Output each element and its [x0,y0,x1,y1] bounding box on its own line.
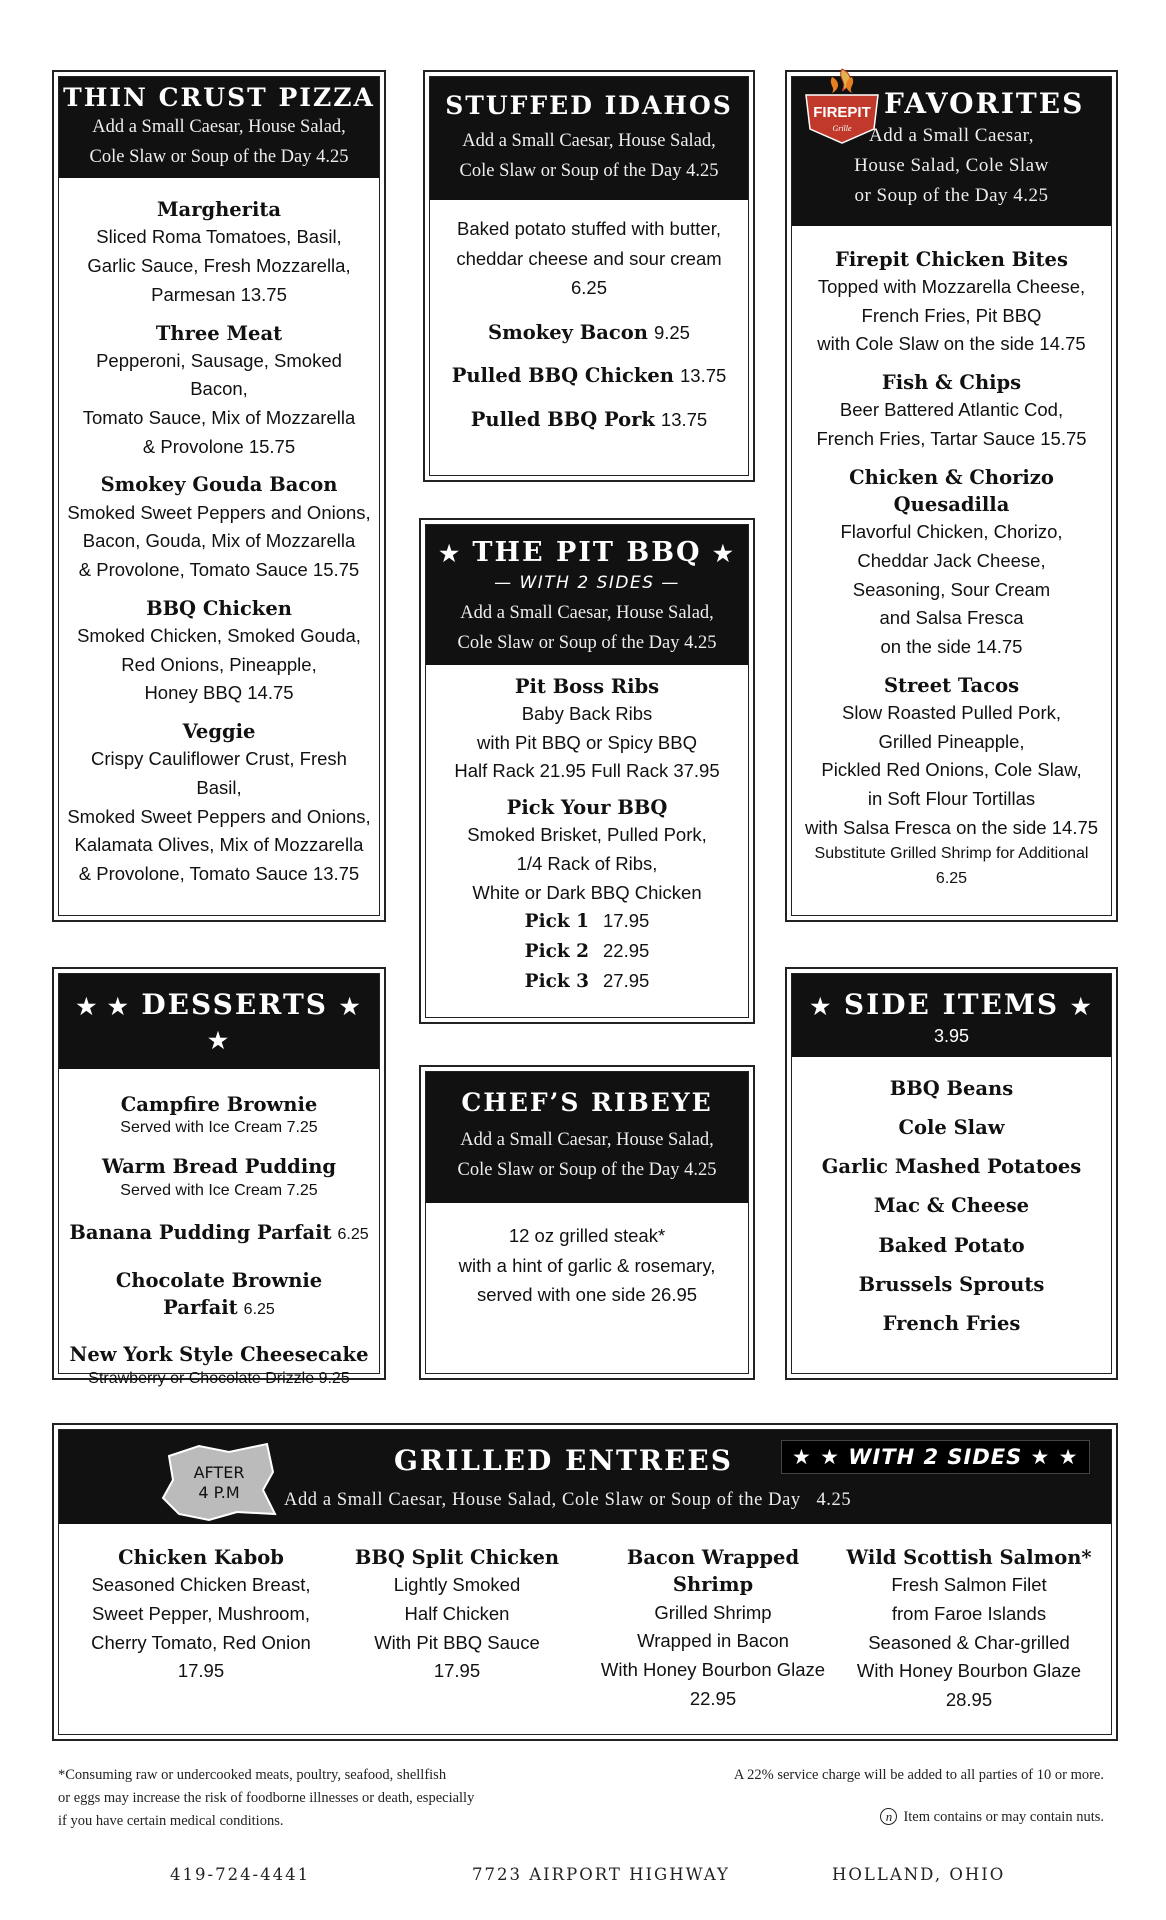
after-4pm-badge [159,1442,279,1522]
menu-item-line: Pepperoni, Sausage, Smoked Bacon, [96,349,342,400]
menu-item-line: Smoked Sweet Peppers and Onions, [67,805,371,827]
menu-item-line: Tomato Sauce, Mix of Mozzarella [82,407,356,429]
menu-item-name: Pick Your BBQ [506,795,668,819]
menu-item-line: With Honey Bourbon Glaze [600,1658,826,1680]
pitbbq-upsell-1: Add a Small Caesar, House Salad, [460,603,714,624]
idahos-upsell-1: Add a Small Caesar, House Salad, [462,131,716,151]
menu-item-name: Veggie [182,720,256,744]
sides-price: 3.95 [933,1025,970,1046]
menu-item-name: Street Tacos [883,673,1020,697]
menu-item-note: Strawberry or Chocolate Drizzle 9.25 [88,1369,350,1387]
menu-item [67,1153,371,1201]
grilled-header [59,1430,1111,1524]
star-icon: ★ [810,994,833,1020]
menu-item-name: Bacon Wrapped Shrimp [626,1546,800,1597]
pick-name: Pick 1 [524,911,590,933]
menu-item-line: Seasoned Chicken Breast, [91,1574,311,1596]
menu-item [438,319,740,346]
pizza-items [59,178,379,889]
menu-item-line: Red Onions, Pineapple, [121,653,317,675]
star-icon: ★ ★ [792,1445,849,1469]
pizza-header [59,77,379,178]
pizza-section [52,70,386,922]
menu-item-line: Beer Battered Atlantic Cod, [839,399,1064,421]
menu-item-line: Crispy Cauliflower Crust, Fresh Basil, [91,748,347,799]
favorites-upsell-3: or Soup of the Day 4.25 [854,185,1049,207]
nut-note [880,1806,1104,1829]
idahos-items [430,200,748,433]
menu-item-line: from Faroe Islands [891,1602,1047,1624]
pitbbq-title: THE PIT BBQ [472,537,702,568]
menu-item-line: French Fries, Pit BBQ [861,304,1042,326]
city: HOLLAND, OHIO [832,1865,1006,1884]
substitute-note: Substitute Grilled Shrimp for Additional 6.25 [814,845,1089,888]
menu-item-line: Slow Roasted Pulled Pork, [841,701,1062,723]
menu-item [800,464,1103,662]
menu-item-line: 1/4 Rack of Ribs, [516,852,658,874]
side-item: Garlic Mashed Potatoes [821,1155,1082,1179]
menu-item-line: Smoked Sweet Peppers and Onions, [67,501,371,523]
favorites-header [792,77,1111,226]
star-icon: ★ ★ [76,994,130,1020]
menu-item-name: Wild Scottish Salmon* [846,1546,1092,1569]
menu-item-line: with Pit BBQ or Spicy BBQ [476,731,697,753]
menu-item [67,196,371,309]
menu-item [67,471,371,584]
menu-item-line: Garlic Sauce, Fresh Mozzarella, [87,255,351,277]
idahos-desc-1: Baked potato stuffed with butter, [457,218,721,240]
menu-item-line: Lightly Smoked [393,1574,521,1596]
logo-subtext: Grille [832,124,852,133]
side-item: French Fries [882,1312,1021,1336]
sides-section [785,967,1118,1380]
nut-icon: n [880,1808,897,1825]
sides-header [792,974,1111,1057]
grilled-section [52,1423,1118,1741]
sides-items [792,1057,1111,1338]
pick-name: Pick 3 [524,970,590,992]
ribeye-section [419,1065,755,1380]
side-item: Baked Potato [878,1233,1025,1257]
menu-item-line: on the side 14.75 [880,636,1023,657]
star-icon: ★ [439,541,461,567]
sides-title: SIDE ITEMS [843,988,1060,1021]
menu-item [67,1091,371,1139]
menu-item-name: Chocolate Brownie Parfait [115,1268,323,1320]
menu-item-name: Three Meat [155,321,283,345]
menu-item-name: Chicken & Chorizo Quesadilla [849,465,1054,517]
badge-line-1: AFTER [193,1463,245,1482]
menu-item-line: Half Rack 21.95 Full Rack 37.95 [454,760,720,782]
menu-item [329,1544,585,1715]
menu-item [67,1219,371,1246]
idahos-desc-2: cheddar cheese and sour cream 6.25 [456,247,722,299]
pitbbq-title-row [430,537,744,569]
menu-item-line: in Soft Flour Tortillas [867,787,1036,809]
menu-item-price: 17.95 [433,1660,481,1682]
idahos-title: STUFFED IDAHOS [445,91,733,120]
menu-item-line: With Pit BBQ Sauce [374,1631,540,1653]
menu-item [67,320,371,462]
menu-item-name: BBQ Chicken [146,596,292,620]
pick-name: Pick 2 [524,940,590,962]
warning-line: *Consuming raw or undercooked meats, poultry, seafood, shellfish [58,1767,447,1783]
menu-item-line: Seasoned & Char-grilled [868,1631,1070,1653]
menu-item-line: Sweet Pepper, Mushroom, [92,1602,310,1624]
firepit-logo [802,65,882,147]
grilled-items [59,1524,1111,1715]
ribeye-header [426,1072,748,1203]
star-icon: ★ [1070,994,1093,1020]
menu-item [67,718,371,889]
idahos-header [430,77,748,200]
pitbbq-header [426,525,748,665]
menu-item-line: Pickled Red Onions, Cole Slaw, [821,759,1082,781]
menu-item-line: & Provolone, Tomato Sauce 15.75 [78,559,360,581]
side-item: BBQ Beans [889,1076,1014,1100]
star-icon: ★ ★ [1022,1445,1079,1469]
address: 7723 AIRPORT HIGHWAY [472,1865,730,1884]
menu-item-line: White or Dark BBQ Chicken [472,881,702,903]
menu-item-line: Parmesan 13.75 [151,283,287,305]
menu-item-line: Grilled Shrimp [654,1601,772,1623]
menu-item-name: Banana Pudding Parfait [69,1221,332,1245]
menu-item-line: Flavorful Chicken, Chorizo, [840,521,1063,543]
menu-item [800,246,1103,359]
menu-item [438,406,740,433]
warning-line: if you have certain medical conditions. [58,1813,284,1830]
pitbbq-items [426,665,748,997]
grilled-with-sides: WITH 2 SIDES [848,1445,1023,1469]
favorites-upsell-2: House Salad, Cole Slaw [854,154,1049,176]
favorites-upsell-1: Add a Small Caesar, [869,124,1034,146]
idahos-upsell-2: Cole Slaw or Soup of the Day 4.25 [459,160,719,181]
menu-item-price: 13.75 [660,408,708,430]
ribeye-upsell-1: Add a Small Caesar, House Salad, [460,1130,714,1150]
warning-line: or eggs may increase the risk of foodborne illnesses or death, especially [58,1790,475,1807]
menu-item [800,369,1103,454]
menu-item-name: Pit Boss Ribs [514,674,660,698]
desserts-title: DESSERTS [141,988,328,1021]
menu-item-line: Cherry Tomato, Red Onion [91,1631,311,1653]
menu-item-line: and Salsa Fresca [879,607,1024,629]
menu-item-line: with a hint of garlic & rosemary, [458,1254,716,1276]
favorites-title: FAVORITES [884,87,1085,120]
ribeye-upsell-2: Cole Slaw or Soup of the Day 4.25 [457,1159,717,1180]
menu-item-note: Served with Ice Cream 7.25 [120,1119,318,1137]
menu-item [67,1267,371,1322]
menu-item-line: Kalamata Olives, Mix of Mozzarella [74,834,364,856]
menu-item-line: Smoked Brisket, Pulled Pork, [467,824,707,846]
side-item: Brussels Sprouts [858,1273,1045,1297]
menu-item-line: French Fries, Tartar Sauce 15.75 [816,428,1087,450]
menu-item-name: Campfire Brownie [120,1093,318,1117]
menu-item-line: 12 oz grilled steak* [508,1225,666,1247]
consumer-warning [58,1764,474,1834]
sides-title-row [796,988,1107,1022]
menu-item [67,595,371,708]
menu-item [800,672,1103,843]
favorites-items [792,226,1111,892]
favorites-section [785,70,1118,922]
menu-item-price: 13.75 [680,365,727,387]
menu-item-price: 17.95 [177,1660,225,1682]
menu-item-line: Half Chicken [404,1602,510,1624]
menu-item [438,362,740,389]
star-icon: ★ ★ [208,994,362,1054]
menu-item-line: & Provolone, Tomato Sauce 13.75 [78,863,360,885]
menu-item-name: BBQ Split Chicken [354,1546,560,1569]
nut-text: Item contains or may contain nuts. [903,1809,1104,1825]
menu-item-name: Margherita [156,198,282,222]
menu-item-name: Chicken Kabob [118,1546,284,1569]
pick-price: 17.95 [603,910,650,932]
pitbbq-with-sides: — WITH 2 SIDES — [494,573,680,594]
star-icon: ★ [712,541,735,567]
service-charge-note: A 22% service charge will be added to all parties of 10 or more. [733,1767,1104,1783]
menu-item-line: with Salsa Fresca on the side 14.75 [804,816,1099,838]
menu-item [67,1341,371,1389]
menu-item-line: Grilled Pineapple, [878,730,1025,752]
pick-row [434,937,740,967]
badge-line-2: 4 P.M [198,1483,240,1502]
menu-item-line: Honey BBQ 14.75 [144,682,294,704]
menu-item-name: Smokey Bacon [488,320,648,344]
desserts-items [59,1069,379,1389]
pitbbq-upsell-2: Cole Slaw or Soup of the Day 4.25 [457,632,717,653]
menu-item-line: Seasoning, Sour Cream [852,578,1051,600]
grilled-upsell: Add a Small Caesar, House Salad, Cole Slaw or Soup of the Day 4.25 [284,1490,852,1510]
menu-item-line: With Honey Bourbon Glaze [856,1660,1082,1682]
pizza-upsell-2: Cole Slaw or Soup of the Day 4.25 [89,146,349,167]
menu-item-line: Smoked Chicken, Smoked Gouda, [77,625,361,647]
menu-item-price: 22.95 [689,1687,737,1709]
grilled-title: GRILLED ENTREES [394,1444,733,1477]
menu-item [585,1544,841,1715]
idahos-section [423,70,755,482]
pizza-upsell-1: Add a Small Caesar, House Salad, [92,117,346,137]
pitbbq-section [419,518,755,1024]
menu-item-name: Pulled BBQ Chicken [451,364,674,388]
menu-item-name: Smokey Gouda Bacon [100,473,338,497]
menu-item [841,1544,1097,1715]
grilled-with-sides-tag [781,1440,1090,1474]
ribeye-title: CHEF’S RIBEYE [461,1088,713,1117]
desserts-header [59,974,379,1069]
menu-item-name: Fish & Chips [881,371,1022,395]
menu-item-price: 6.25 [243,1301,275,1319]
menu-item-line: Topped with Mozzarella Cheese, [817,276,1086,298]
desserts-title-row [63,988,375,1055]
menu-item-name: Pulled BBQ Pork [470,407,655,431]
menu-item-price: 9.25 [653,321,690,343]
pizza-title: THIN CRUST PIZZA [63,83,375,112]
pick-row [434,967,740,997]
menu-item-name: Firepit Chicken Bites [835,247,1068,271]
menu-item-line: Baby Back Ribs [521,702,653,724]
phone-number: 419-724-4441 [170,1865,311,1884]
menu-item-price: 28.95 [945,1688,993,1710]
menu-item-line: with Cole Slaw on the side 14.75 [817,333,1086,355]
menu-item-line: served with one side 26.95 [476,1284,698,1306]
side-item: Mac & Cheese [873,1194,1030,1218]
side-item: Cole Slaw [898,1115,1005,1139]
menu-item-line: Fresh Salmon Filet [891,1574,1047,1596]
ribeye-items [426,1203,748,1310]
logo-text: FIREPIT [813,104,871,121]
pick-price: 27.95 [603,969,650,991]
pick-row [434,907,740,937]
menu-item-name: New York Style Cheesecake [69,1343,369,1367]
desserts-section [52,967,386,1387]
menu-item-name: Warm Bread Pudding [101,1155,337,1179]
menu-item-line: Cheddar Jack Cheese, [857,549,1046,571]
menu-item-price: 6.25 [337,1226,369,1244]
menu-item-line: & Provolone 15.75 [142,435,296,457]
menu-item-line: Sliced Roma Tomatoes, Basil, [96,226,342,248]
menu-item [73,1544,329,1715]
menu-item-line: Wrapped in Bacon [637,1630,789,1652]
menu-item-note: Served with Ice Cream 7.25 [120,1181,318,1199]
menu-item-line: Bacon, Gouda, Mix of Mozzarella [82,530,356,552]
pick-price: 22.95 [603,939,650,961]
